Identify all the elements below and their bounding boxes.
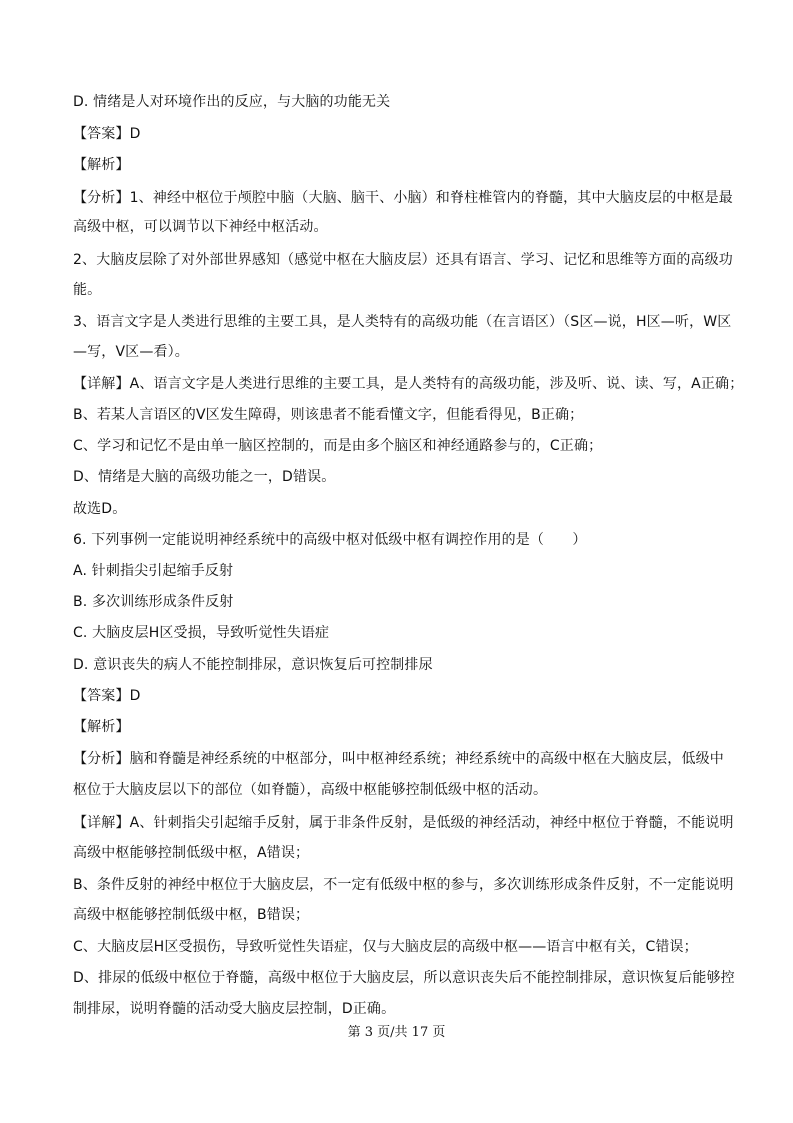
text-line: D. 情绪是人对环境作出的反应，与大脑的功能无关 xyxy=(73,94,391,110)
text-line: 故选D。 xyxy=(73,501,127,517)
text-line: 2、大脑皮层除了对外部世界感知（感觉中枢在大脑皮层）还具有语言、学习、记忆和思维等方面的高级功 xyxy=(73,252,733,268)
text-line: 【答案】D xyxy=(73,126,141,142)
text-line: D、排尿的低级中枢位于脊髓，高级中枢位于大脑皮层，所以意识丧失后不能控制排尿，意识恢复后能够控 xyxy=(73,970,735,986)
text-line: 制排尿，说明脊髓的活动受大脑皮层控制，D正确。 xyxy=(73,1001,396,1017)
text-line: 高级中枢，可以调节以下神经中枢活动。 xyxy=(73,219,328,235)
text-line: 【详解】A、语言文字是人类进行思维的主要工具，是人类特有的高级功能，涉及听、说、读、写，A正确； xyxy=(73,376,744,392)
page-footer: 第 3 页/共 17 页 xyxy=(347,1025,446,1040)
text-line: 【分析】脑和脊髓是神经系统的中枢部分，叫中枢神经系统；神经系统中的高级中枢在大脑皮层，低级中 xyxy=(73,751,724,767)
text-line: —写，V区—看）。 xyxy=(73,344,189,360)
text-line: B、若某人言语区的V区发生障碍，则该患者不能看懂文字，但能看得见，B正确； xyxy=(73,407,584,423)
option-d: D. 意识丧失的病人不能控制排尿，意识恢复后可控制排尿 xyxy=(73,657,433,673)
option-a: A. 针刺指尖引起缩手反射 xyxy=(73,563,234,579)
text-line: 高级中枢能够控制低级中枢，A错误； xyxy=(73,845,310,861)
option-b: B. 多次训练形成条件反射 xyxy=(73,594,234,610)
text-line: B、条件反射的神经中枢位于大脑皮层，不一定有低级中枢的参与，多次训练形成条件反射，不一定能说明 xyxy=(73,877,734,893)
text-line: 【分析】1、神经中枢位于颅腔中脑（大脑、脑干、小脑）和脊柱椎管内的脊髓，其中大脑皮层的中枢是最 xyxy=(73,190,733,206)
text-line: C、学习和记忆不是由单一脑区控制的，而是由多个脑区和神经通路参与的，C正确； xyxy=(73,438,603,454)
answer-label: 【答案】D xyxy=(73,688,141,704)
question-stem: 6. 下列事例一定能说明神经系统中的高级中枢对低级中枢有调控作用的是（ ） xyxy=(73,532,587,548)
text-line: 高级中枢能够控制低级中枢，B错误； xyxy=(73,907,310,923)
text-line: 3、语言文字是人类进行思维的主要工具，是人类特有的高级功能（在言语区）（S区—说，H区—听，W区 xyxy=(73,314,732,330)
analysis-label: 【解析】 xyxy=(73,719,130,735)
text-line: D、情绪是大脑的高级功能之一，D错误。 xyxy=(73,469,336,485)
text-line: 枢位于大脑皮层以下的部位（如脊髓），高级中枢能够控制低级中枢的活动。 xyxy=(73,782,548,798)
text-line: 能。 xyxy=(73,282,102,298)
text-line: 【详解】A、针刺指尖引起缩手反射，属于非条件反射，是低级的神经活动，神经中枢位于脊髓，不能说明 xyxy=(73,815,734,831)
text-line: 【解析】 xyxy=(73,157,130,173)
text-line: C、大脑皮层H区受损伤，导致听觉性失语症，仅与大脑皮层的高级中枢——语言中枢有关，C错误； xyxy=(73,939,698,955)
option-c: C. 大脑皮层H区受损，导致听觉性失语症 xyxy=(73,625,330,641)
